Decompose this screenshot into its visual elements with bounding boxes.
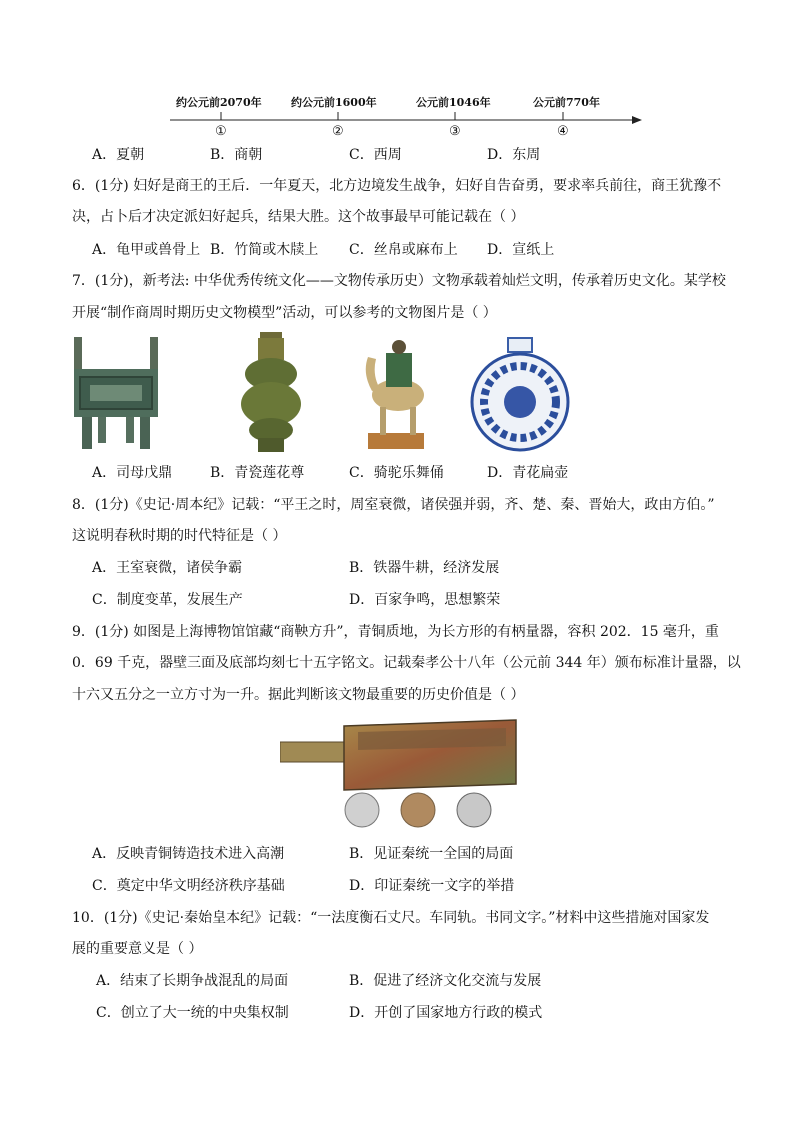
q9-option-c[interactable]: C．奠定中华文明经济秩序基础 (92, 878, 285, 894)
q8-stem-line-1: 8．(1分)《史记·周本纪》记载：“平王之时，周室衰微，诸侯强并弱，齐、楚、秦、晋始大，政由方伯。” (72, 497, 715, 513)
q7-option-b[interactable]: B．青瓷莲花尊 (210, 465, 305, 481)
q6-option-d[interactable]: D．宣纸上 (487, 242, 555, 258)
q5-option-b[interactable]: B．商朝 (210, 147, 263, 163)
q10-option-c[interactable]: C．创立了大一统的中央集权制 (96, 1005, 289, 1021)
q8-stem-line-2: 这说明春秋时期的时代特征是（ ） (72, 528, 287, 544)
q9-stem-line-1: 9．(1分) 如图是上海博物馆馆藏“商鞅方升”，青铜质地，为长方形的有柄量器，容积 202．15 毫升，重 (72, 624, 719, 640)
q9-option-a[interactable]: A．反映青铜铸造技术进入高潮 (92, 846, 285, 862)
q10-option-d[interactable]: D．开创了国家地方行政的模式 (349, 1005, 543, 1021)
timeline-label-2: 约公元前1600年 (291, 96, 377, 109)
q5-option-c[interactable]: C．西周 (349, 147, 402, 163)
q5-option-d[interactable]: D．东周 (487, 147, 541, 163)
timeline-label-4: 公元前770年 (533, 96, 600, 109)
q7-option-c[interactable]: C．骑驼乐舞俑 (349, 465, 444, 481)
q9-stem-line-2: 0．69 千克，器壁三面及底部均刻七十五字铭文。记载秦孝公十八年（公元前 344 年）颁布标准计量器，以 (72, 655, 741, 671)
timeline-axis (170, 112, 645, 126)
timeline-marker-4: ④ (557, 124, 569, 139)
q6-option-b[interactable]: B．竹简或木牍上 (210, 242, 319, 258)
q7-stem-line-2: 开展“制作商周时期历史文物模型”活动，可以参考的文物图片是（ ） (72, 305, 497, 321)
simuwu-ding-image (72, 335, 176, 453)
q10-option-a[interactable]: A．结束了长期争战混乱的局面 (96, 973, 289, 989)
timeline-label-3: 公元前1046年 (416, 96, 491, 109)
q8-option-a[interactable]: A．王室衰微，诸侯争霸 (92, 560, 243, 576)
q10-stem-line-1: 10．(1分)《史记·秦始皇本纪》记载：“一法度衡石丈尺。车同轨。书同文字。”材料中这些措施对国家发 (72, 910, 710, 926)
q10-stem-line-2: 展的重要意义是（ ） (72, 941, 203, 957)
q5-option-a[interactable]: A．夏朝 (92, 147, 145, 163)
q6-stem-line-2: 决，占卜后才决定派妇好起兵，结果大胜。这个故事最早可能记载在（ ） (72, 209, 525, 225)
q6-option-a[interactable]: A．龟甲或兽骨上 (92, 242, 201, 258)
celadon-lotus-zun-image (236, 330, 306, 454)
q8-option-b[interactable]: B．铁器牛耕，经济发展 (349, 560, 500, 576)
q9-option-b[interactable]: B．见证秦统一全国的局面 (349, 846, 514, 862)
q8-option-d[interactable]: D．百家争鸣，思想繁荣 (349, 592, 501, 608)
q6-stem-line-1: 6．(1分) 妇好是商王的王后．一年夏天，北方边境发生战争，妇好自告奋勇，要求率兵前往，商王犹豫不 (72, 178, 722, 194)
shangyang-fangsheng-image (280, 716, 518, 834)
blue-white-flask-image (470, 336, 570, 454)
q7-stem-line-1: 7．(1分)，新考法: 中华优秀传统文化——文物传承历史）文物承载着灿烂文明，传承着历史文化。某学校 (72, 273, 726, 289)
timeline-label-1: 约公元前2070年 (176, 96, 262, 109)
q8-option-c[interactable]: C．制度变革，发展生产 (92, 592, 243, 608)
q9-stem-line-3: 十六又五分之一立方寸为一升。据此判断该文物最重要的历史价值是（ ） (72, 687, 525, 703)
q10-option-b[interactable]: B．促进了经济文化交流与发展 (349, 973, 542, 989)
camel-musicians-figurine-image (354, 333, 432, 453)
timeline-marker-2: ② (332, 124, 344, 139)
q7-option-d[interactable]: D．青花扁壶 (487, 465, 569, 481)
q6-option-c[interactable]: C．丝帛或麻布上 (349, 242, 458, 258)
timeline-marker-1: ① (215, 124, 227, 139)
timeline-marker-3: ③ (449, 124, 461, 139)
q9-option-d[interactable]: D．印证秦统一文字的举措 (349, 878, 515, 894)
q7-option-a[interactable]: A．司母戊鼎 (92, 465, 173, 481)
